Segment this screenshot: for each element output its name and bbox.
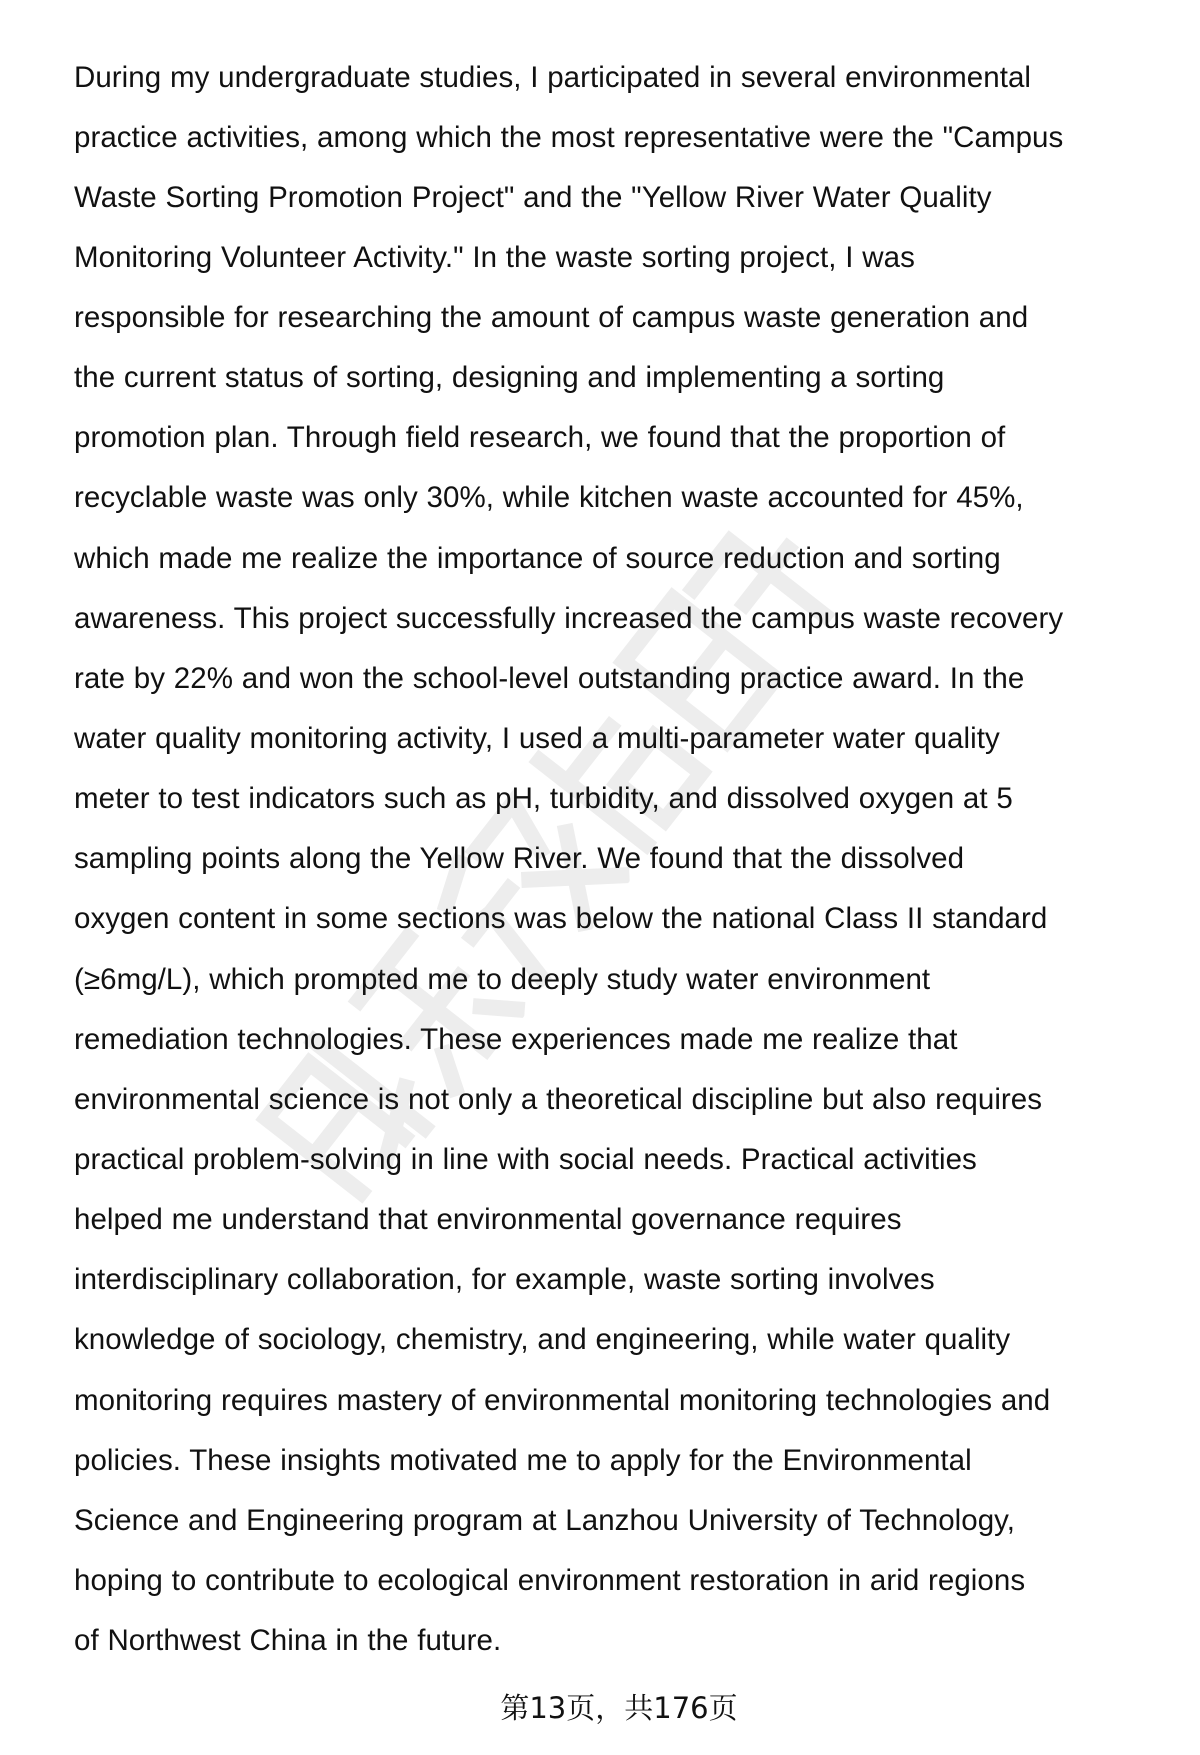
paragraph-line: water quality monitoring activity, I used a multi-parameter water quality	[74, 722, 1000, 756]
paragraph-line: practical problem-solving in line with social needs. Practical activities	[74, 1143, 977, 1177]
paragraph-line: practice activities, among which the most representative were the "Campus	[74, 120, 1064, 154]
page-footer	[0, 1678, 1200, 1738]
body-paragraph	[74, 48, 1184, 1672]
paragraph-line: monitoring requires mastery of environmental monitoring technologies and	[74, 1383, 1051, 1417]
paragraph-line: policies. These insights motivated me to apply for the Environmental	[74, 1443, 972, 1477]
paragraph-line: the current status of sorting, designing and implementing a sorting	[74, 361, 945, 395]
paragraph-line: Science and Engineering program at Lanzhou University of Technology,	[74, 1503, 1016, 1537]
paragraph-line: Waste Sorting Promotion Project" and the "Yellow River Water Quality	[74, 180, 992, 214]
paragraph-line: helped me understand that environmental governance requires	[74, 1203, 902, 1237]
paragraph-line: Monitoring Volunteer Activity." In the waste sorting project, I was	[74, 240, 915, 274]
paragraph-line: of Northwest China in the future.	[74, 1624, 502, 1658]
paragraph-line: recyclable waste was only 30%, while kitchen waste accounted for 45%,	[74, 481, 1024, 515]
paragraph-line: promotion plan. Through field research, we found that the proportion of	[74, 421, 1006, 455]
paragraph-line: knowledge of sociology, chemistry, and engineering, while water quality	[74, 1323, 1011, 1357]
paragraph-line: which made me realize the importance of source reduction and sorting	[74, 541, 1001, 575]
paragraph-line: oxygen content in some sections was below the national Class II standard	[74, 902, 1048, 936]
page-number-indicator: 第13页，共176页	[500, 1691, 738, 1725]
paragraph-line: meter to test indicators such as pH, turbidity, and dissolved oxygen at 5	[74, 782, 1013, 816]
paragraph-line: remediation technologies. These experiences made me realize that	[74, 1022, 958, 1056]
paragraph-line: environmental science is not only a theoretical discipline but also requires	[74, 1082, 1043, 1116]
paragraph-line: hoping to contribute to ecological environment restoration in arid regions	[74, 1564, 1026, 1598]
paragraph-line: sampling points along the Yellow River. We found that the dissolved	[74, 842, 965, 876]
paragraph-line: interdisciplinary collaboration, for example, waste sorting involves	[74, 1263, 935, 1297]
paragraph-line: rate by 22% and won the school-level outstanding practice award. In the	[74, 661, 1025, 695]
paragraph-line: During my undergraduate studies, I participated in several environmental	[74, 60, 1032, 94]
paragraph-line: (≥6mg/L), which prompted me to deeply study water environment	[74, 962, 931, 996]
paragraph-line: awareness. This project successfully increased the campus waste recovery	[74, 601, 1064, 635]
paragraph-line: responsible for researching the amount of campus waste generation and	[74, 301, 1029, 335]
